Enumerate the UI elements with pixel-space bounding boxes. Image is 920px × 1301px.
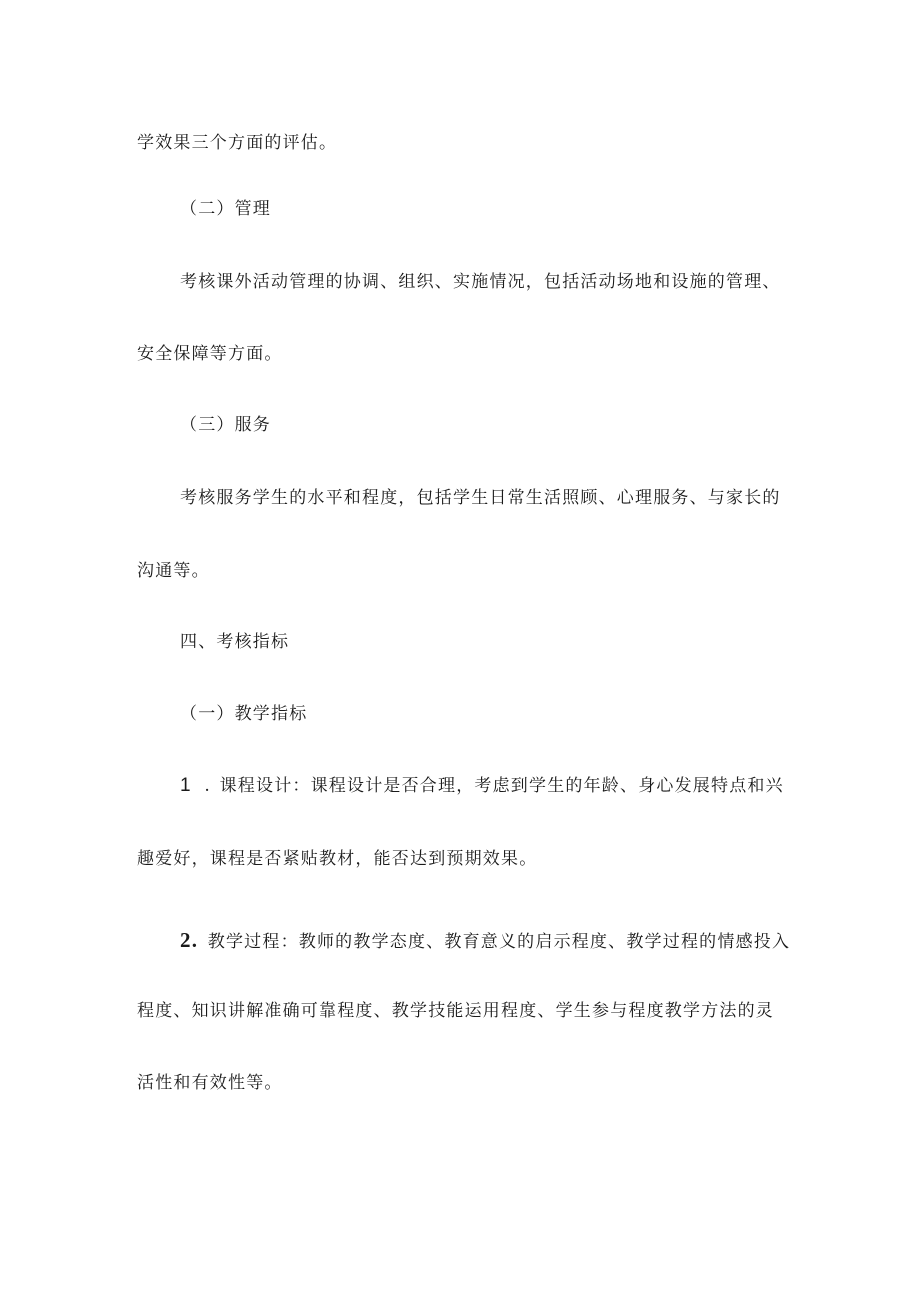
section-heading-indicators — [180, 631, 289, 653]
line-text: 程度、知识讲解准确可靠程度、教学技能运用程度、学生参与程度教学方法的灵 — [137, 1001, 774, 1021]
paragraph-line — [137, 848, 537, 870]
paragraph-line — [180, 271, 781, 293]
paragraph-line — [137, 132, 337, 154]
section-heading-service — [180, 414, 271, 436]
paragraph-line — [137, 560, 210, 582]
line-text: 活性和有效性等。 — [137, 1073, 283, 1093]
subsection-heading-teaching — [180, 703, 307, 725]
line-text: （二）管理 — [180, 199, 271, 219]
list-item-1-line — [180, 775, 784, 797]
line-text: 学效果三个方面的评估。 — [137, 133, 338, 153]
line-text: 四、考核指标 — [180, 632, 290, 652]
line-text: （三）服务 — [180, 415, 271, 435]
paragraph-line — [180, 487, 781, 509]
line-text: 考核课外活动管理的协调、组织、实施情况，包括活动场地和设施的管理、 — [180, 272, 781, 292]
list-number: 2. — [180, 928, 199, 952]
paragraph-line — [137, 343, 283, 365]
list-separator: . — [204, 776, 211, 796]
line-text: 教学过程：教师的教学态度、教育意义的启示程度、教学过程的情感投入 — [207, 932, 791, 952]
list-number: 1 — [180, 775, 192, 796]
section-heading-management — [180, 198, 271, 220]
line-text: 安全保障等方面。 — [137, 344, 283, 364]
line-text: 沟通等。 — [137, 561, 210, 581]
line-text: （一）教学指标 — [180, 704, 308, 724]
line-text: 课程设计：课程设计是否合理，考虑到学生的年龄、身心发展特点和兴 — [219, 776, 784, 796]
line-text: 考核服务学生的水平和程度，包括学生日常生活照顾、心理服务、与家长的 — [180, 488, 781, 508]
line-text: 趣爱好，课程是否紧贴教材，能否达到预期效果。 — [137, 849, 538, 869]
list-item-2-line — [180, 929, 790, 953]
paragraph-line — [137, 1072, 283, 1094]
paragraph-line — [137, 1000, 774, 1022]
